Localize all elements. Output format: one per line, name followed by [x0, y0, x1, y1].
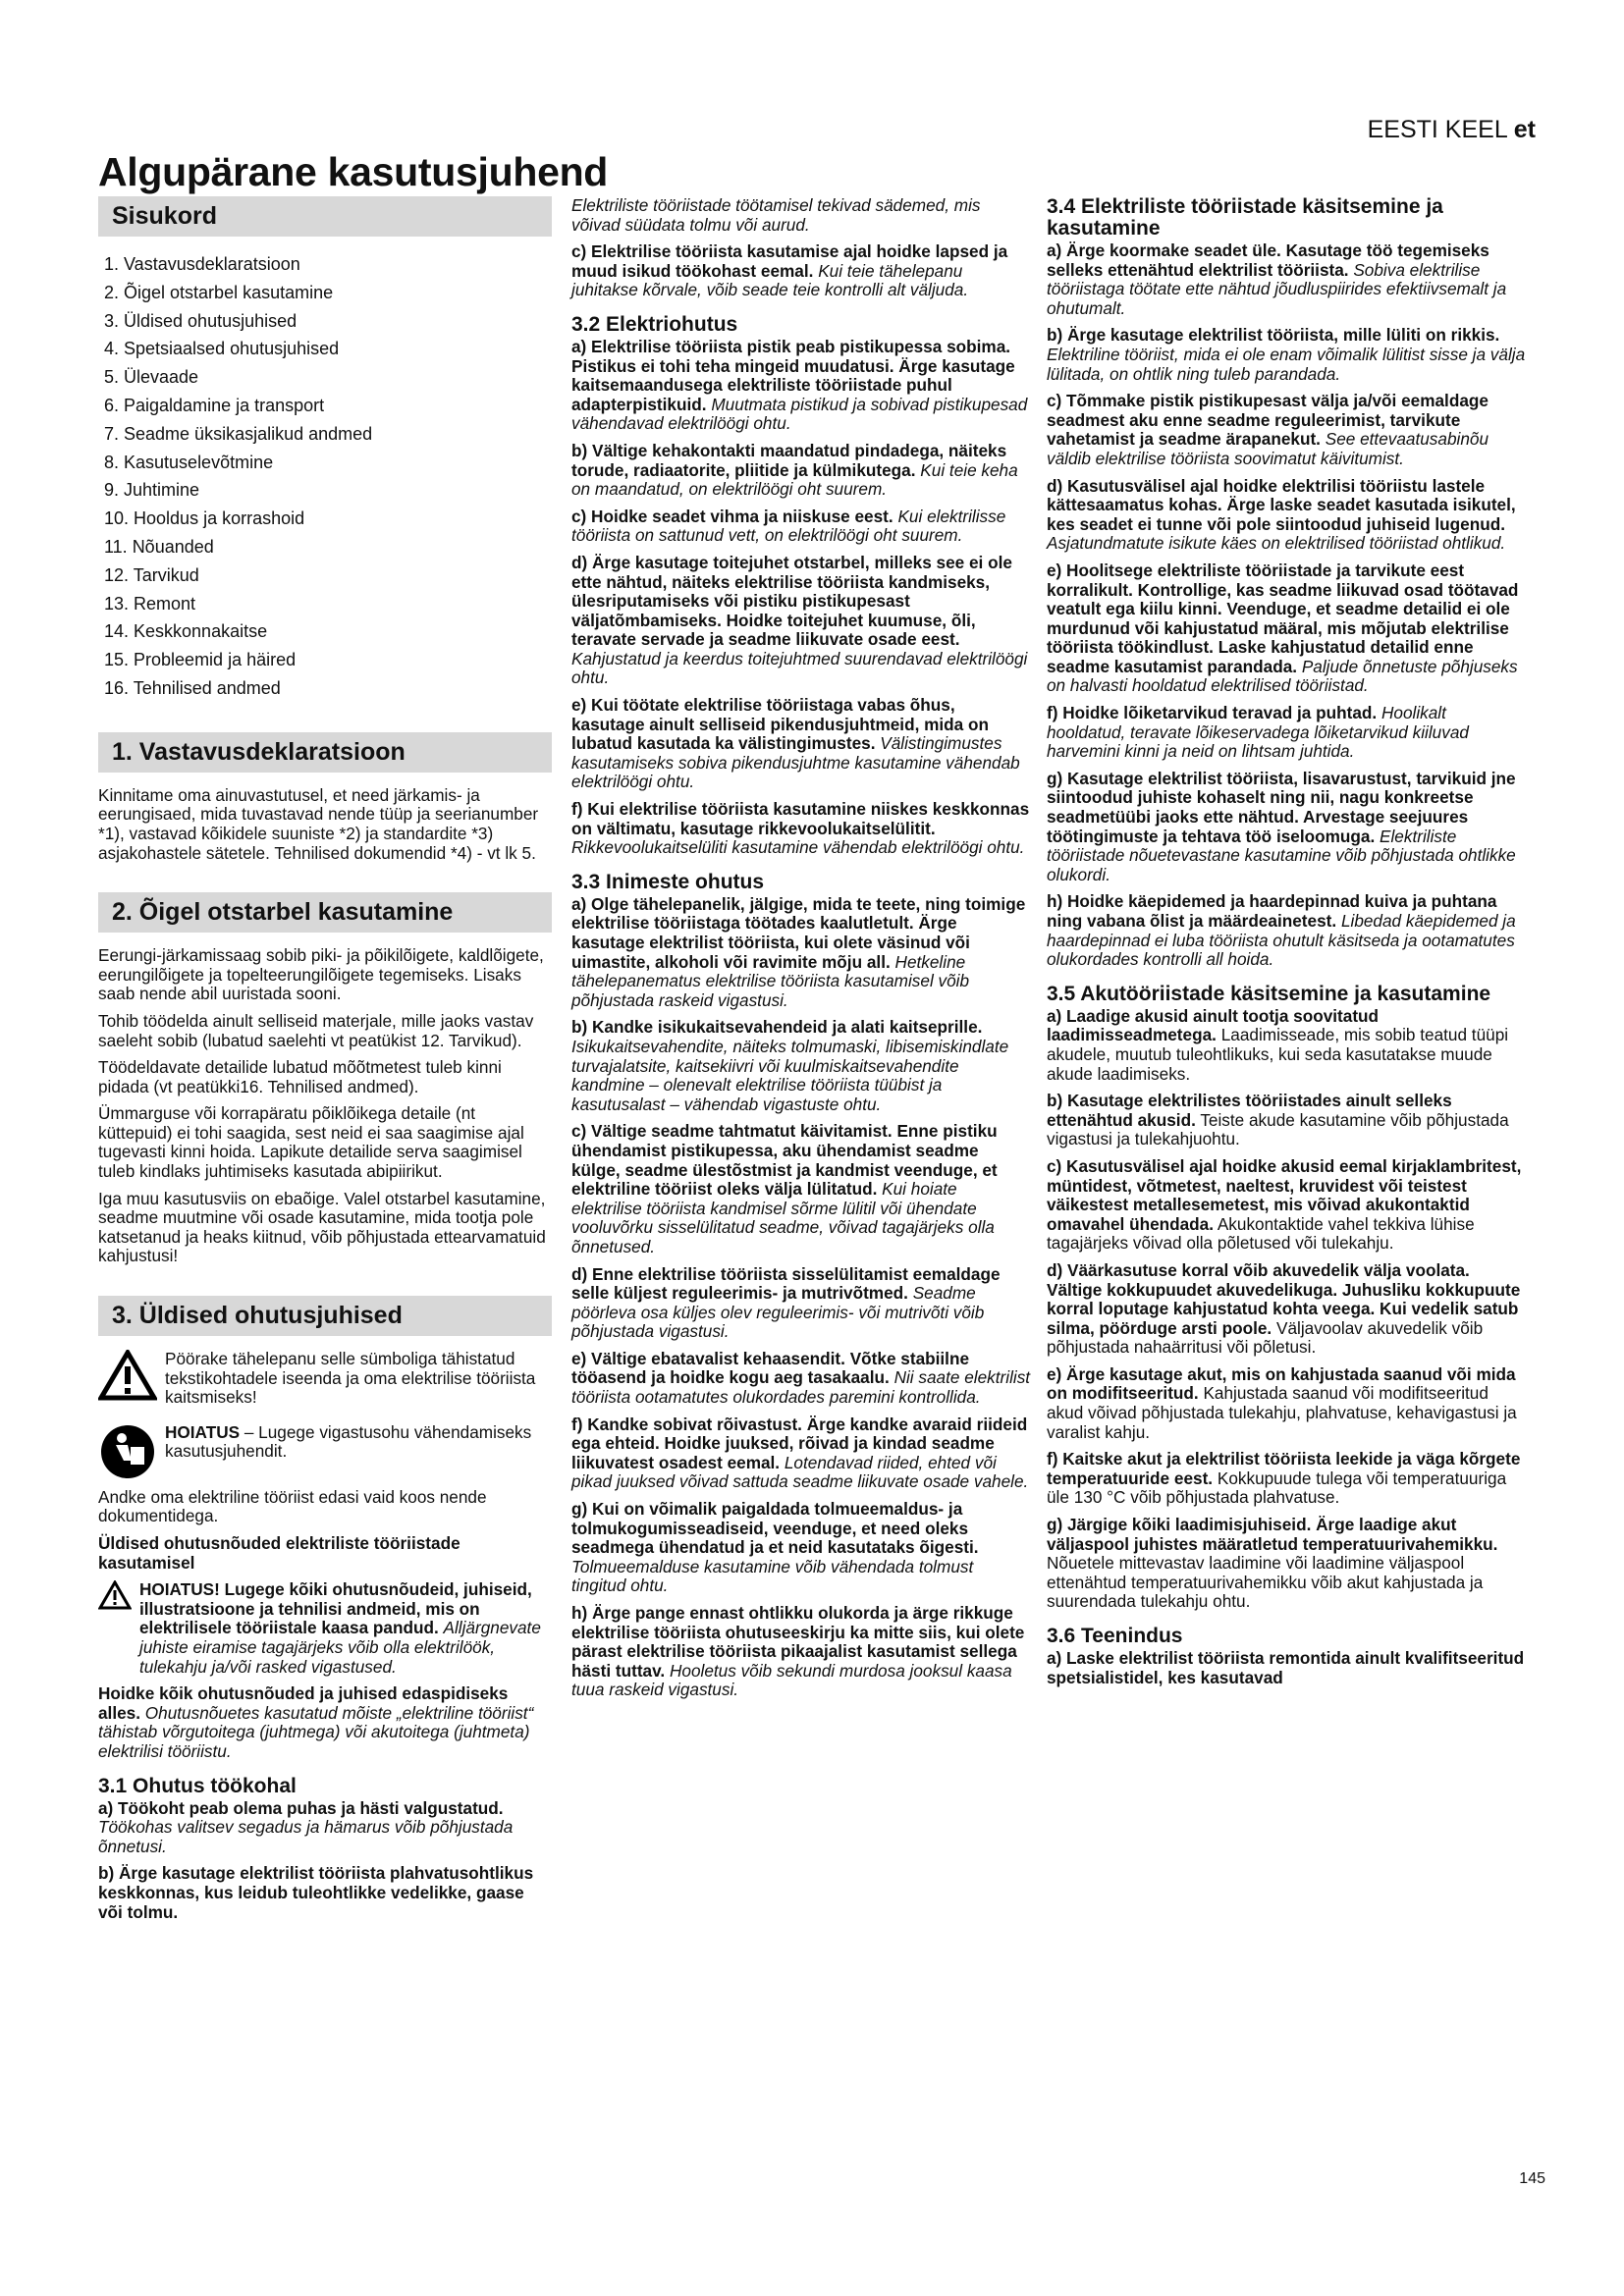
toc-item[interactable]: 5. Ülevaade	[104, 367, 199, 388]
s33-b: b) Kandke isikukaitsevahendeid ja alati kaitseprille. Isikukaitsevahendite, näiteks tolmumaski, libisemiskindlate turvajalatsite, kaitsekiivri või kuulmiskaitsevahendite kandmine – olenevalt elektrilise tööriista tüübist ja kasutusalast – vähendab vigastuste ohtu.	[571, 1017, 1009, 1114]
s34-a: a) Ärge koormake seadet üle. Kasutage töö tegemiseks selleks ettenähtud elektrilist tööriista. Sobiva elektrilise tööriistaga töötate ette nähtud jõudluspiirides efektiivsemalt ja ohutumalt.	[1047, 240, 1507, 318]
read-manual-icon	[98, 1423, 157, 1480]
general-safety-heading: Üldised ohutusnõuded elektriliste tööriistade kasutamisel	[98, 1533, 460, 1573]
s34-e: e) Hoolitsege elektriliste tööriistade ja tarvikute eest korralikult. Kontrollige, kas seadme liikuvad osad töötavad veatult ega kiilu kinni. Veenduge, et seadme detailid ei ole murdunud või kahjustatud määral, mis mõjutab elektrilise tööriista töökindlust. Laske kahjustatud detailid enne seadme kasutamist parandada. Paljude õnnetuste põhjuseks on halvasti hooldatud elektrilised tööriistad.	[1047, 560, 1519, 696]
s32-c: c) Hoidke seadet vihma ja niiskuse eest. Kui elektrilisse tööriista on sattunud vett, on elektrilöögi oht suurem.	[571, 506, 1006, 546]
section-1-heading: 1. Vastavusdeklaratsioon	[98, 732, 552, 773]
toc-heading: Sisukord	[98, 196, 552, 237]
section-3-6-heading: 3.6 Teenindus	[1047, 1625, 1183, 1647]
general-warning	[98, 1580, 552, 1684]
s35-a: a) Laadige akusid ainult tootja soovitatud laadimisseadmetega. Laadimisseade, mis sobib teatud tüüpi akudele, muutub tuleohtlikuks, kui seda kasutatakse muude akude laadimiseks.	[1047, 1005, 1509, 1084]
s32-e: e) Kui töötate elektrilise tööriistaga vabas õhus, kasutage ainult selliseid pikendusjuhtmeid, mida on lubatud kasutada ka välistingimustes. Välistingimustes kasutamiseks sobiva pikendusjuhtme kasutamine vähendab elektrilöögi ohtu.	[571, 695, 1020, 792]
s32-b: b) Vältige kehakontakti maandatud pindadega, näiteks torude, radiaatorite, pliitide ja külmikutega. Kui teie keha on maandatud, on elektrilöögi oht suurem.	[571, 440, 1018, 500]
toc-item[interactable]: 11. Nõuanded	[104, 536, 214, 557]
column-2	[571, 196, 1031, 1708]
s32-a: a) Elektrilise tööriista pistik peab pistikupessa sobima. Pistikus ei tohi teha mingeid muudatusi. Ärge kasutage kaitsemaandusega elektriliste tööriistade puhul adapterpistikuid. Muutmata pistikud ja sobivad pistikupesad vähendavad elektrilöögi ohtu.	[571, 336, 1028, 434]
toc-item[interactable]: 13. Remont	[104, 593, 196, 614]
page-number: 145	[1519, 2170, 1545, 2187]
section-3-5-heading: 3.5 Akutööriistade käsitsemine ja kasutamine	[1047, 982, 1491, 1005]
section-2-p2: Tohib töödelda ainult selliseid materjale, mille jaoks vastav saeleht sobib (lubatud saelehti vt peatükist 12. Tarvikud).	[98, 1010, 534, 1050]
s33-g: g) Kui on võimalik paigaldada tolmueemaldus- ja tolmukogumisseadiseid, veenduge, et need oleks seadmega ühendatud ja et neid kasutataks õigesti. Tolmueemalduse kasutamine võib vähendada tolmust tingitud ohtu.	[571, 1499, 979, 1596]
toc-item[interactable]: 16. Tehnilised andmed	[104, 677, 281, 698]
section-3-2-heading: 3.2 Elektriohutus	[571, 312, 738, 336]
s35-f: f) Kaitske akut ja elektrilist tööriista leekide ja väga kõrgete temperatuuride eest. Kokkupuude tulega või temperatuuriga üle 130 °C võib põhjustada plahvatuse.	[1047, 1449, 1521, 1508]
s31-c: c) Elektrilise tööriista kasutamise ajal hoidke lapsed ja muud isikud töökohast eemal. Kui teie tähelepanu juhitakse kõrvale, võib seade teie kontrolli alt väljuda.	[571, 241, 1008, 300]
column-3	[1047, 196, 1526, 1695]
s31-b: b) Ärge kasutage elektrilist tööriista plahvatusohtlikus keskkonnas, kus leidub tuleohtlikke vedelikke, gaase või tolmu.	[98, 1863, 534, 1922]
s34-h: h) Hoidke käepidemed ja haardepinnad kuiva ja puhtana ning vabana õlist ja määrdeainetest. Libedad käepidemed ja haardepinnad ei luba tööriista ohutult käsitseda ja ootamatutes olukordades kontrolli all hoida.	[1047, 891, 1516, 970]
s36-a: a) Laske elektrilist tööriista remontida ainult kvalifitseeritud spetsialistidel, kes kasutavad	[1047, 1648, 1525, 1687]
s34-f: f) Hoidke lõiketarvikud teravad ja puhtad. Hoolikalt hooldatud, teravate lõikeservadega lõiketarvikud kiiluvad harvemini kinni ja neid on lihtsam juhtida.	[1047, 703, 1469, 762]
s34-b: b) Ärge kasutage elektrilist tööriista, mille lüliti on rikkis. Elektriline tööriist, mida ei ole enam võimalik lülitist sisse ja välja lülitada, on ohtlik ning tuleb parandada.	[1047, 325, 1526, 384]
language-label: EESTI KEEL et	[1367, 116, 1536, 143]
table-of-contents	[98, 250, 552, 703]
s33-d: d) Enne elektrilise tööriista sisselülitamist eemaldage selle küljest reguleerimis- ja mutrivõtmed. Seadme pöörleva osa küljes olev reguleerimis- või mutrivõti võib põhjustada vigastusi.	[571, 1263, 1001, 1342]
s34-d: d) Kasutusvälisel ajal hoidke elektrilisi tööriistu lastele kättesaamatus kohas. Ärge laske seadet kasutada isikutel, kes seadet ei tunne või pole siintoodud juhiseid lugenud. Asjatundmatute isikute käes on elektrilised tööriistad ohtlikud.	[1047, 475, 1516, 554]
section-2-p3: Töödeldavate detailide lubatud mõõtmetest tuleb kinni pidada (vt peatükki16. Tehnilised andmed).	[98, 1057, 502, 1096]
section-2-p4: Ümmarguse või korrapäratu põiklõikega detaile (nt küttepuid) ei tohi saagida, sest neid ei saa saagimise ajal tugevasti kinni hoida. Lapikute detailide serva saagimisel tuleb kindlaks juhtimiseks kasutada abipiirikut.	[98, 1103, 524, 1182]
s33-f: f) Kandke sobivat rõivastust. Ärge kandke avaraid riideid ega ehteid. Hoidke juuksed, rõivad ja kindad seadme liikuvatest osadest eemal. Lotendavad riided, ehted või pikad juuksed võivad sattuda seadme liikuvate osade vahele.	[571, 1414, 1029, 1492]
toc-item[interactable]: 4. Spetsiaalsed ohutusjuhised	[104, 339, 340, 359]
s32-f: f) Kui elektrilise tööriista kasutamine niiskes keskkonnas on vältimatu, kasutage rikkevoolukaitselülitit. Rikkevoolukaitselüliti kasutamine vähendab elektrilöögi ohtu.	[571, 799, 1030, 858]
toc-item[interactable]: 9. Juhtimine	[104, 480, 200, 501]
s33-a: a) Olge tähelepanelik, jälgige, mida te teete, ning toimige elektrilise tööriistaga töötades kaalutletult. Ärge kasutage elektrilist tööriista, kui olete väsinud või uimastite, alkoholi või ravimite mõju all. Hetkeline tähelepanematus elektrilise tööriista kasutamisel võib põhjustada raskeid vigastusi.	[571, 893, 1026, 1010]
section-1-text: Kinnitame oma ainuvastutusel, et need järkamis- ja eerungisaed, mida tuvastavad nende tüüp ja seerianumber *1), vastavad kõikidele suuniste *2) ja standardite *3) asjakohastele sätetele. Tehnilised dokumendid *4) - vt lk 5.	[98, 784, 539, 863]
toc-item[interactable]: 6. Paigaldamine ja transport	[104, 395, 325, 415]
section-3-4-heading: 3.4 Elektriliste tööriistade käsitsemine ja kasutamine	[1047, 195, 1443, 240]
page-title: Algupärane kasutusjuhend	[98, 149, 609, 194]
s35-d: d) Väärkasutuse korral võib akuvedelik välja voolata. Vältige kokkupuudet akuvedelikuga. Juhusliku kokkupuute korral loputage kahjustatud kohta veega. Kui vedelik satub silma, pöörduge arsti poole. Väljavoolav akuvedelik võib põhjustada nahaärritusi või põletusi.	[1047, 1259, 1521, 1358]
warning-triangle-small-icon	[98, 1580, 132, 1610]
manual-note-text: HOIATUS – Lugege vigastusohu vähendamiseks kasutusjuhendit.	[165, 1421, 532, 1462]
keep-instructions-text: Hoidke kõik ohutusnõuded ja juhised edaspidiseks alles. Ohutusnõuetes kasutatud mõiste „elektriline tööriist“ tähistab võrgutoitega (juhtmega) või akutoitega (juhtmeta) elektrilisi tööriistu.	[98, 1683, 534, 1761]
manual-note	[98, 1423, 552, 1480]
s31-b-cont: Elektriliste tööriistade töötamisel tekivad sädemed, mis võivad süüdata tolmu või aurud.	[571, 195, 981, 235]
warning-note	[98, 1350, 552, 1415]
toc-item[interactable]: 14. Keskkonnakaitse	[104, 621, 268, 642]
section-3-3-heading: 3.3 Inimeste ohutus	[571, 870, 765, 893]
toc-item[interactable]: 7. Seadme üksikasjalikud andmed	[104, 423, 373, 444]
section-3-1-heading: 3.1 Ohutus töökohal	[98, 1774, 297, 1797]
handover-text: Andke oma elektriline tööriist edasi vaid koos nende dokumentidega.	[98, 1486, 487, 1526]
warning-note-text: Pöörake tähelepanu selle sümboliga tähistatud tekstikohtadele iseenda ja oma elektrilise tööriista kaitsmiseks!	[165, 1349, 536, 1408]
s33-c: c) Vältige seadme tahtmatut käivitamist. Enne pistiku ühendamist pistikupessa, aku ühendamist seadme külge, seadme ülestõstmist ja kandmist veenduge, et elektriline tööriist oleks välja lülitatud. Kui hoiate elektrilise tööriista kandmisel sõrme lülitil või ühendate vooluvõrku sisselülitatud seadme, võivad tagajärjeks olla õnnetused.	[571, 1121, 998, 1256]
warning-triangle-icon	[98, 1350, 157, 1401]
toc-item[interactable]: 12. Tarvikud	[104, 564, 199, 585]
s35-e: e) Ärge kasutage akut, mis on kahjustada saanud või mida on modifitseeritud. Kahjustada saanud või modifitseeritud akud võivad põhjustada tulekahju, plahvatuse, kehavigastusi ja varalist kahju.	[1047, 1363, 1517, 1442]
s35-g: g) Järgige kõiki laadimisjuhiseid. Ärge laadige akut väljaspool juhistes määratletud temperatuurivahemikku. Nõuetele mittevastav laadimine või laadimine väljaspool ettenähtud temperatuurivahemikku võib akut kahjustada ja suurendada tulekahju ohtu.	[1047, 1515, 1498, 1612]
s35-b: b) Kasutage elektrilistes tööriistades ainult selleks ettenähtud akusid. Teiste akude kasutamine võib põhjustada vigastusi ja tulekahjuohtu.	[1047, 1091, 1509, 1149]
column-1	[98, 196, 552, 1930]
s34-c: c) Tõmmake pistik pistikupesast välja ja/või eemaldage seadmest aku enne seadme reguleerimist, tarvikute vahetamist ja seadme ärapanekut. See ettevaatusabinõu väldib elektrilise tööriista soovimatut käivitumist.	[1047, 391, 1489, 468]
general-warning-text: HOIATUS! Lugege kõiki ohutusnõudeid, juhiseid, illustratsioone ja tehnilisi andmeid, mis on elektrilisele tööriistale kaasa pandud. Alljärgnevate juhiste eiramise tagajärjeks võib olla elektrilöök, tulekahju ja/või rasked vigastused.	[139, 1579, 541, 1677]
s35-c: c) Kasutusvälisel ajal hoidke akusid eemal kirjaklambritest, müntidest, võtmetest, naeltest, kruvidest või teistest väikestest metallesemetest, mis võivad akukontaktid omavahel ühendada. Akukontaktide vahel tekkiva lühise tagajärjeks võivad olla põletused või tulekahju.	[1047, 1155, 1522, 1254]
toc-item[interactable]: 10. Hooldus ja korrashoid	[104, 508, 305, 529]
s33-h: h) Ärge pange ennast ohtlikku olukorda ja ärge rikkuge elektrilise tööriista ohutuseeskirju ka mitte siis, kui olete pärast elektrilise tööriista pikaajalist kasutamist sellega hästi tuttav. Hooletus võib sekundi murdosa jooksul kaasa tuua raskeid vigastusi.	[571, 1603, 1025, 1700]
section-3-heading: 3. Üldised ohutusjuhised	[98, 1296, 552, 1336]
toc-item[interactable]: 3. Üldised ohutusjuhised	[104, 310, 298, 331]
s31-a: a) Töökoht peab olema puhas ja hästi valgustatud. Töökohas valitsev segadus ja hämarus võib põhjustada õnnetusi.	[98, 1797, 514, 1856]
toc-item[interactable]: 15. Probleemid ja häired	[104, 650, 297, 670]
section-2-p5: Iga muu kasutusviis on ebaõige. Valel otstarbel kasutamine, seadme muutmine või osade kasutamine, mida tootja pole katsetanud ja heaks kiitnud, võib põhjustada ettearvamatuid kahjustusi!	[98, 1188, 546, 1266]
toc-item[interactable]: 8. Kasutuselevõtmine	[104, 452, 274, 472]
s33-e: e) Vältige ebatavalist kehaasendit. Võtke stabiilne tööasend ja hoidke kogu aeg tasakaalu. Nii saate elektrilist tööriista ootamatutes olukordades paremini kontrollida.	[571, 1348, 1031, 1408]
section-2-heading: 2. Õigel otstarbel kasutamine	[98, 892, 552, 933]
toc-item[interactable]: 2. Õigel otstarbel kasutamine	[104, 282, 334, 302]
toc-item[interactable]: 1. Vastavusdeklaratsioon	[104, 254, 300, 274]
s34-g: g) Kasutage elektrilist tööriista, lisavarustust, tarvikuid jne siintoodud juhiste kohaselt ning nii, nagu konkreetse seadmetüübi jaoks ette nähtud. Arvestage seejuures töötingimuste ja tehtava töö iseloomuga. Elektriliste tööriistade nõuetevastane kasutamine võib põhjustada ohtlikke olukordi.	[1047, 768, 1516, 884]
s32-d: d) Ärge kasutage toitejuhet otstarbel, milleks see ei ole ette nähtud, näiteks elektrilise tööriista kandmiseks, ülesriputamiseks või pistiku pistikupesast väljatõmbamiseks. Hoidke toitejuhet kuumuse, õli, teravate servade ja seadme liikuvate osade eest. Kahjustatud ja keerdus toitejuhtmed suurendavad elektrilöögi ohtu.	[571, 552, 1028, 688]
section-2-p1: Eerungi-järkamissaag sobib piki- ja põikilõigete, kaldlõigete, eerungilõigete ja topelteerungilõigete tegemiseks. Lisaks saab nende abil uuristada sooni.	[98, 945, 544, 1004]
